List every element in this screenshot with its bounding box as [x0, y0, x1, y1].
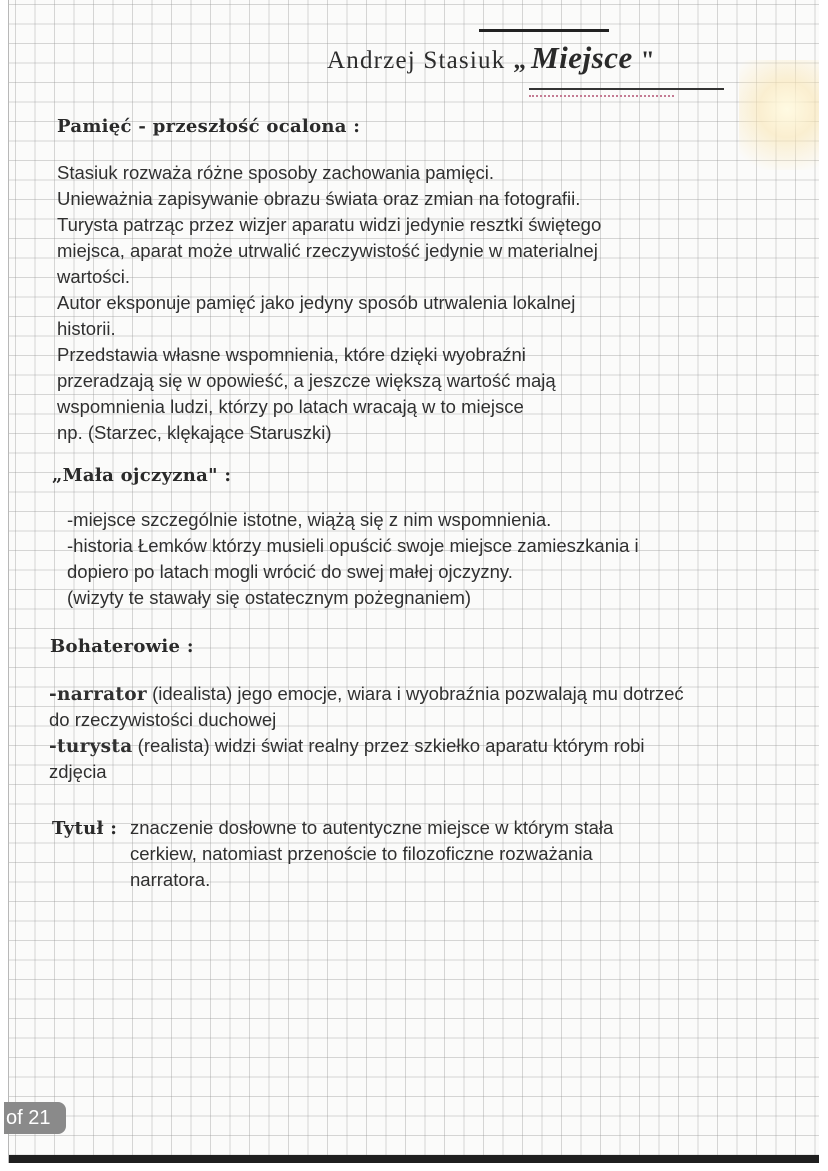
- page-header: [327, 40, 660, 76]
- text-line: znaczenie dosłowne to autentyczne miejsce w którym stała: [130, 817, 614, 838]
- open-quote: „: [513, 47, 528, 74]
- text-line: historii.: [57, 318, 116, 339]
- title-paragraph: [130, 815, 613, 893]
- text-line: Przedstawia własne wspomnienia, które dzięki wyobraźni: [57, 344, 526, 365]
- notebook-page: [8, 0, 819, 1163]
- text-line: Turysta patrząc przez wizjer aparatu widzi jedynie resztki świętego: [57, 214, 602, 235]
- text-line: do rzeczywistości duchowej: [49, 709, 277, 730]
- text-line: -historia Łemków którzy musieli opuścić swoje miejsce zamieszkania i: [67, 535, 639, 556]
- text-line: Stasiuk rozważa różne sposoby zachowania pamięci.: [57, 162, 495, 183]
- homeland-heading: „Mała ojczyzna" :: [52, 465, 232, 486]
- text-line: Autor eksponuje pamięć jako jedyny sposób utrwalenia lokalnej: [57, 292, 576, 313]
- text-line: dopiero po latach mogli wrócić do swej małej ojczyzny.: [67, 561, 513, 582]
- close-quote: ": [640, 47, 656, 74]
- homeland-paragraph: [67, 507, 639, 611]
- text-line: zdjęcia: [49, 761, 107, 782]
- text-line: przeradzają się w opowieść, a jeszcze większą wartość mają: [57, 370, 556, 391]
- text-line: wartości.: [57, 266, 130, 287]
- narrator-description: (idealista) jego emocje, wiara i wyobraźnia pozwalają mu dotrzeć: [146, 683, 684, 704]
- text-line: (wizyty te stawały się ostatecznym pożegnaniem): [67, 587, 472, 608]
- memory-heading: Pamięć - przeszłość ocalona :: [57, 116, 361, 137]
- text-line: -miejsce szczególnie istotne, wiążą się z nim wspomnienia.: [67, 509, 552, 530]
- heroes-paragraph: [49, 681, 684, 785]
- memory-paragraph: [57, 160, 601, 446]
- light-glare: [739, 60, 819, 170]
- text-line: np. (Starzec, klękające Staruszki): [57, 422, 332, 443]
- text-line: Unieważnia zapisywanie obrazu świata oraz zmian na fotografii.: [57, 188, 581, 209]
- author-name: Andrzej Stasiuk: [327, 47, 506, 74]
- page-indicator: of 21: [4, 1102, 66, 1134]
- text-line: miejsca, aparat może utrwalić rzeczywistość jedynie w materialnej: [57, 240, 598, 261]
- heroes-heading: Bohaterowie :: [50, 636, 194, 657]
- title-label: Tytuł :: [52, 818, 118, 839]
- text-line: narratora.: [130, 869, 211, 890]
- page-bottom-edge: [9, 1155, 819, 1163]
- narrator-term: -narrator: [49, 684, 147, 705]
- text-line: [49, 681, 684, 707]
- header-rule-bottom: [529, 88, 724, 90]
- text-line: [49, 733, 684, 759]
- tourist-term: -turysta: [49, 736, 133, 757]
- text-line: cerkiew, natomiast przenoście to filozoficzne rozważania: [130, 843, 593, 864]
- tourist-description: (realista) widzi świat realny przez szkiełko aparatu którym robi: [132, 735, 645, 756]
- header-rule-top: [479, 29, 609, 32]
- work-title: Miejsce: [531, 40, 633, 75]
- text-line: wspomnienia ludzi, którzy po latach wracają w to miejsce: [57, 396, 524, 417]
- header-dotted-rule: [529, 95, 674, 97]
